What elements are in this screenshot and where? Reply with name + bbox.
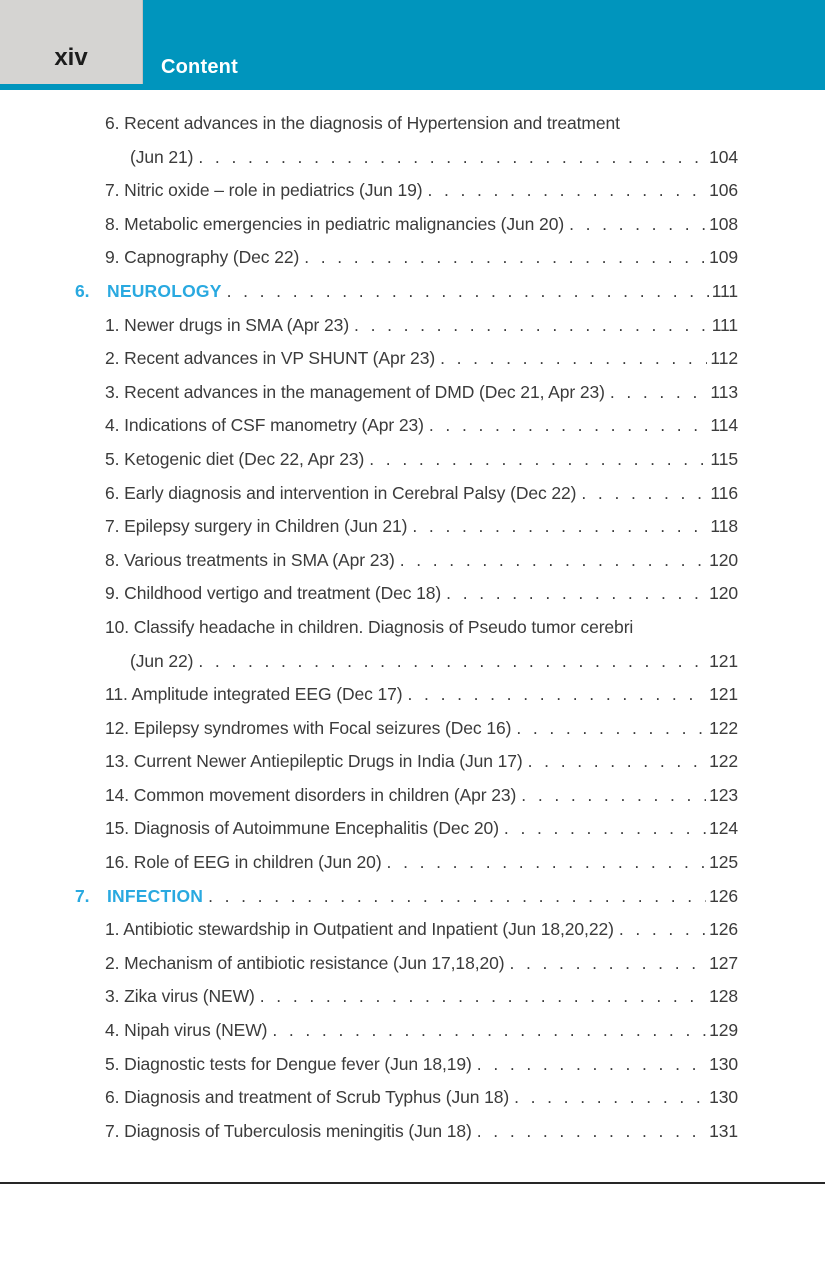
page-number: 109 xyxy=(709,247,738,268)
entry-title: 13. Current Newer Antiepileptic Drugs in India (Jun 17) xyxy=(105,751,523,772)
entry-title: 4. Indications of CSF manometry (Apr 23) xyxy=(105,415,424,436)
header-banner xyxy=(143,0,825,90)
dot-leader xyxy=(412,516,707,537)
page-number: 121 xyxy=(709,650,738,671)
dot-leader xyxy=(227,281,709,302)
entry-title: 9. Capnography (Dec 22) xyxy=(105,247,300,268)
dot-leader xyxy=(440,348,707,369)
page-number: 128 xyxy=(709,986,738,1007)
header-title: Content xyxy=(161,56,238,78)
page-number: 129 xyxy=(709,1020,738,1041)
page-number: 113 xyxy=(710,381,738,402)
page-number: 111 xyxy=(711,280,738,301)
dot-leader xyxy=(429,415,707,436)
entry-title: 5. Diagnostic tests for Dengue fever (Jun 18,19) xyxy=(105,1053,472,1074)
dot-leader xyxy=(208,886,706,907)
dot-leader xyxy=(516,718,706,739)
toc-entry xyxy=(105,206,738,240)
page-number: 122 xyxy=(709,717,738,738)
page-number: 122 xyxy=(709,751,738,772)
entry-title: 16. Role of EEG in children (Jun 20) xyxy=(105,852,382,873)
entry-title: 8. Metabolic emergencies in pediatric malignancies (Jun 20) xyxy=(105,213,565,234)
page-number: 116 xyxy=(710,482,738,503)
toc-entry xyxy=(105,542,738,576)
page-number: 126 xyxy=(709,885,738,906)
entry-title: 11. Amplitude integrated EEG (Dec 17) xyxy=(105,684,403,705)
entry-title: 5. Ketogenic diet (Dec 22, Apr 23) xyxy=(105,448,365,469)
entry-title-continuation: (Jun 21) xyxy=(130,146,194,167)
page-number: 111 xyxy=(711,314,738,335)
toc-entry xyxy=(105,307,738,341)
dot-leader xyxy=(400,550,706,571)
toc-entry xyxy=(105,172,738,206)
toc-entry xyxy=(105,1046,738,1080)
toc-entry-continuation xyxy=(130,139,738,173)
page-number: 104 xyxy=(709,146,738,167)
toc-entry xyxy=(105,340,738,374)
toc-entry xyxy=(105,239,738,273)
toc-entry xyxy=(105,676,738,710)
dot-leader xyxy=(408,684,707,705)
page-number: 127 xyxy=(709,952,738,973)
page-number: 112 xyxy=(710,348,738,369)
toc-entry xyxy=(105,575,738,609)
dot-leader xyxy=(569,214,706,235)
toc-entry xyxy=(105,609,738,643)
dot-leader xyxy=(521,785,706,806)
entry-title: 3. Zika virus (NEW) xyxy=(105,986,255,1007)
dot-leader xyxy=(272,1020,706,1041)
dot-leader xyxy=(427,180,706,201)
page-number: 106 xyxy=(709,180,738,201)
page-number: 123 xyxy=(709,784,738,805)
section-number: 7. xyxy=(75,885,90,906)
dot-leader xyxy=(477,1121,706,1142)
page-number: 125 xyxy=(709,852,738,873)
dot-leader xyxy=(528,751,706,772)
page-number: 126 xyxy=(709,919,738,940)
dot-leader xyxy=(198,147,706,168)
entry-title: 3. Recent advances in the management of DMD (Dec 21, Apr 23) xyxy=(105,381,605,402)
section-number: 6. xyxy=(75,280,90,301)
dot-leader xyxy=(369,449,707,470)
dot-leader xyxy=(387,852,707,873)
dot-leader xyxy=(477,1054,706,1075)
page-number: 130 xyxy=(709,1053,738,1074)
toc-entry xyxy=(105,911,738,945)
dot-leader xyxy=(354,315,709,336)
entry-title: 8. Various treatments in SMA (Apr 23) xyxy=(105,549,395,570)
entry-title: 15. Diagnosis of Autoimmune Encephalitis (Dec 20) xyxy=(105,818,499,839)
dot-leader xyxy=(504,818,706,839)
entry-title: 1. Antibiotic stewardship in Outpatient and Inpatient (Jun 18,20,22) xyxy=(105,919,614,940)
toc-entry xyxy=(105,1079,738,1113)
entry-title: 7. Nitric oxide – role in pediatrics (Jun 19) xyxy=(105,180,423,201)
dot-leader xyxy=(581,483,707,504)
entry-title: 9. Childhood vertigo and treatment (Dec 18) xyxy=(105,583,442,604)
page-number: 108 xyxy=(709,213,738,234)
toc-entry xyxy=(105,945,738,979)
toc-entry xyxy=(105,777,738,811)
entry-title: 4. Nipah virus (NEW) xyxy=(105,1020,268,1041)
page-number: 120 xyxy=(709,583,738,604)
page-number: 130 xyxy=(709,1087,738,1108)
toc-entry xyxy=(105,1113,738,1147)
page-number: 115 xyxy=(710,448,738,469)
entry-title: 6. Diagnosis and treatment of Scrub Typhus (Jun 18) xyxy=(105,1087,510,1108)
entry-title-continuation: (Jun 22) xyxy=(130,650,194,671)
entry-title: 10. Classify headache in children. Diagnosis of Pseudo tumor cerebri xyxy=(105,616,634,637)
page-number: 118 xyxy=(710,516,738,537)
entry-title: 1. Newer drugs in SMA (Apr 23) xyxy=(105,314,350,335)
toc-entry xyxy=(105,844,738,878)
toc-entry-continuation xyxy=(130,643,738,677)
entry-title: 6. Recent advances in the diagnosis of Hypertension and treatment xyxy=(105,113,620,133)
toc-section-header xyxy=(75,273,738,307)
table-of-contents xyxy=(75,90,738,1146)
page-bottom-edge-line xyxy=(0,1182,825,1184)
section-title: NEUROLOGY xyxy=(107,280,222,301)
page-number: 124 xyxy=(709,818,738,839)
dot-leader xyxy=(610,382,708,403)
entry-title: 7. Diagnosis of Tuberculosis meningitis (Jun 18) xyxy=(105,1120,472,1141)
toc-entry xyxy=(105,105,738,139)
toc-entry xyxy=(105,407,738,441)
toc-entry xyxy=(105,810,738,844)
page-number: 120 xyxy=(709,549,738,570)
entry-title: 14. Common movement disorders in children (Apr 23) xyxy=(105,784,517,805)
dot-leader xyxy=(446,583,706,604)
page-header xyxy=(0,0,825,90)
toc-entry xyxy=(105,710,738,744)
entry-title: 7. Epilepsy surgery in Children (Jun 21) xyxy=(105,516,408,537)
toc-entry xyxy=(105,1012,738,1046)
dot-leader xyxy=(198,651,706,672)
dot-leader xyxy=(514,1087,706,1108)
toc-entry xyxy=(105,441,738,475)
section-title: INFECTION xyxy=(107,885,204,906)
entry-title: 2. Mechanism of antibiotic resistance (Jun 17,18,20) xyxy=(105,952,505,973)
page-number: 114 xyxy=(710,415,738,436)
entry-title: 6. Early diagnosis and intervention in Cerebral Palsy (Dec 22) xyxy=(105,482,577,503)
entry-title: 12. Epilepsy syndromes with Focal seizures (Dec 16) xyxy=(105,717,512,738)
dot-leader xyxy=(260,986,706,1007)
dot-leader xyxy=(304,247,706,268)
toc-entry xyxy=(105,743,738,777)
toc-section-header xyxy=(75,878,738,912)
toc-entry xyxy=(105,508,738,542)
folio-page-number: xiv xyxy=(54,44,88,71)
toc-entry xyxy=(105,374,738,408)
entry-title: 2. Recent advances in VP SHUNT (Apr 23) xyxy=(105,348,436,369)
page-number: 121 xyxy=(709,684,738,705)
page-number: 131 xyxy=(709,1120,738,1141)
dot-leader xyxy=(619,919,706,940)
toc-entry xyxy=(105,978,738,1012)
dot-leader xyxy=(509,953,706,974)
toc-entry xyxy=(105,475,738,509)
folio-tab xyxy=(0,0,143,84)
